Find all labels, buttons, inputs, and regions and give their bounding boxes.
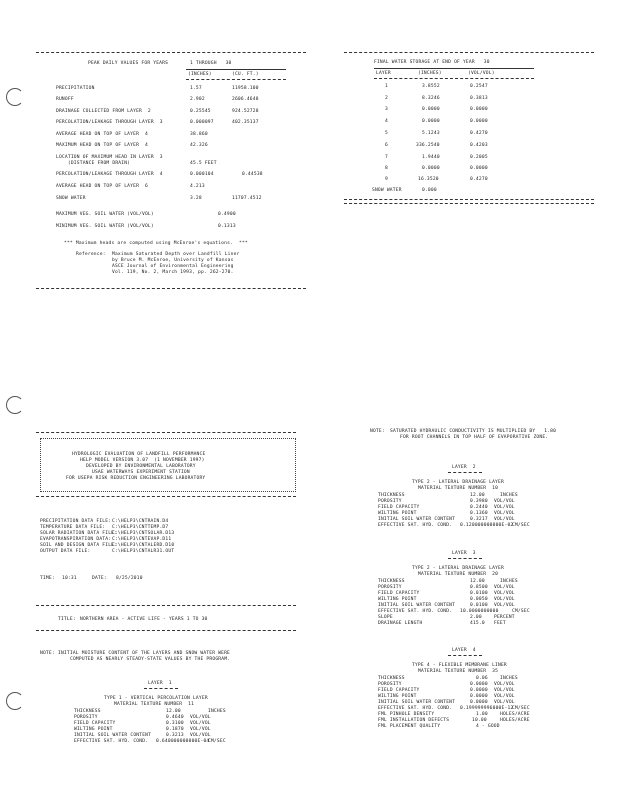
divider <box>448 472 482 473</box>
prop-value: 0.3980 <box>470 499 488 504</box>
row-value-inches: 38.860 <box>190 132 208 137</box>
layer-number: 3 <box>385 107 388 112</box>
file-path: C:\HELP3\CNTSOLAR.D13 <box>112 531 175 536</box>
prop-value: 0.0100 <box>470 591 488 596</box>
prop-unit: VOL/VOL <box>494 499 515 504</box>
layer-material: MATERIAL TEXTURE NUMBER 35 <box>418 669 499 674</box>
layer-material: MATERIAL TEXTURE NUMBER 11 <box>114 702 195 707</box>
row-value-cuft: 924.52728 <box>232 109 259 114</box>
box-line: HYDROLOGIC EVALUATION OF LANDFILL PERFORMANCE <box>72 452 206 457</box>
layer-inches: 0.0000 <box>422 107 440 112</box>
snow-water-label: SNOW WATER <box>372 188 402 193</box>
box-line: FOR USEPA RISK REDUCTION ENGINEERING LABORATORY <box>66 476 206 481</box>
prop-label: INITIAL SOIL WATER CONTENT <box>378 700 456 705</box>
layer-heading: LAYER 1 <box>148 681 172 686</box>
prop-value: 0.06 <box>476 676 488 681</box>
divider <box>186 79 286 80</box>
time-value: 10:31 <box>62 576 77 581</box>
prop-unit: CM/SEC <box>512 609 530 614</box>
column-header-volvol: (VOL/VOL) <box>468 71 495 76</box>
prop-unit: VOL/VOL <box>494 682 515 687</box>
prop-unit: VOL/VOL <box>494 688 515 693</box>
row-value-inches: 1.57 <box>190 86 202 91</box>
layer-inches: 336.2540 <box>416 143 440 148</box>
prop-value: 0.3213 <box>166 733 184 738</box>
run-title: NORTHERN AREA - ACTIVE LIFE - YEARS 1 TO 30 <box>80 617 208 622</box>
row-value-inches: 4.213 <box>190 184 205 189</box>
prop-value: 0.640000000000E-04 <box>156 739 210 744</box>
row-value-inches: 0.25545 <box>190 109 211 114</box>
row-value-cuft: 0.44538 <box>242 172 263 177</box>
prop-unit: VOL/VOL <box>494 700 515 705</box>
prop-label: THICKNESS <box>74 709 101 714</box>
layer-number: 8 <box>385 166 388 171</box>
row-value-inches: 42.326 <box>190 143 208 148</box>
layer-volvol: 0.3813 <box>470 96 488 101</box>
row-value-inches: 2.902 <box>190 97 205 102</box>
row-value-inches: 45.5 FEET <box>190 161 217 166</box>
prop-unit: VOL/VOL <box>494 511 515 516</box>
prop-value: 415.0 <box>470 621 485 626</box>
divider <box>344 203 594 204</box>
file-label: OUTPUT DATA FILE: <box>40 549 91 554</box>
row-label: DRAINAGE COLLECTED FROM LAYER 2 <box>56 109 151 114</box>
prop-unit: HOLES/ACRE <box>500 712 530 717</box>
layer-number: 7 <box>385 155 388 160</box>
layer-heading: LAYER 2 <box>452 465 476 470</box>
prop-unit: HOLES/ACRE <box>500 718 530 723</box>
layer-number: 2 <box>385 96 388 101</box>
prop-label: FIELD CAPACITY <box>378 591 420 596</box>
row-label: PERCOLATION/LEAKAGE THROUGH LAYER 4 <box>56 172 163 177</box>
prop-unit: VOL/VOL <box>494 603 515 608</box>
file-path: C:\HELP3\CNTALERD.D10 <box>112 543 175 548</box>
file-label: SOIL AND DESIGN DATA FILE: <box>40 543 118 548</box>
prop-value: 0.120000000000E-02 <box>460 523 514 528</box>
column-header-inches: (INCHES) <box>418 71 442 76</box>
layer-inches: 1.9440 <box>422 155 440 160</box>
layer-volvol: 0.4270 <box>470 131 488 136</box>
date-label: DATE: <box>92 576 107 581</box>
prop-label: FML INSTALLATION DEFECTS <box>378 718 450 723</box>
prop-unit: CM/SEC <box>208 739 226 744</box>
prop-label: DRAINAGE LENGTH <box>378 621 423 626</box>
prop-unit: INCHES <box>500 579 518 584</box>
divider <box>36 630 296 631</box>
box-line: DEVELOPED BY ENVIRONMENTAL LABORATORY <box>86 464 196 469</box>
prop-label: WILTING POINT <box>378 597 417 602</box>
row-label: LOCATION OF MAXIMUM HEAD IN LAYER 3 <box>56 155 163 160</box>
layer-heading: LAYER 3 <box>452 551 476 556</box>
layer-number: 4 <box>385 119 388 124</box>
section-title: FINAL WATER STORAGE AT END OF YEAR 30 <box>374 60 490 65</box>
prop-label: INITIAL SOIL WATER CONTENT <box>74 733 152 738</box>
column-header-layer: LAYER <box>376 71 391 76</box>
layer-type: TYPE 1 - VERTICAL PERCOLATION LAYER <box>104 696 208 701</box>
prop-label: EFFECTIVE SAT. HYD. COND. <box>378 609 453 614</box>
row-value-cuft: 402.35137 <box>232 120 259 125</box>
prop-value: 0.8500 <box>470 585 488 590</box>
file-label: SOLAR RADIATION DATA FILE: <box>40 531 118 536</box>
max-veg-label: MAXIMUM VEG. SOIL WATER (VOL/VOL) <box>56 212 154 217</box>
max-veg-value: 0.4900 <box>218 212 236 217</box>
layer-number: 5 <box>385 131 388 136</box>
prop-unit: INCHES <box>500 676 518 681</box>
layer-material: MATERIAL TEXTURE NUMBER 20 <box>418 572 499 577</box>
punch-hole-icon <box>6 692 24 710</box>
row-label: MAXIMUM HEAD ON TOP OF LAYER 4 <box>56 143 148 148</box>
layer-inches: 16.3520 <box>418 177 439 182</box>
reference-line: by Bruce M. McEnroe, University of Kansas <box>112 258 234 263</box>
divider <box>374 78 534 79</box>
prop-label: POROSITY <box>378 499 402 504</box>
divider <box>448 655 482 656</box>
note-label: NOTE: <box>370 429 385 434</box>
note-line: COMPUTED AS NEARLY STEADY-STATE VALUES BY THE PROGRAM. <box>70 657 231 662</box>
layer-volvol: 0.2005 <box>470 155 488 160</box>
prop-value: 12.00 <box>166 709 181 714</box>
prop-unit: FEET <box>494 621 506 626</box>
prop-label: FIELD CAPACITY <box>378 505 420 510</box>
prop-label: INITIAL SOIL WATER CONTENT <box>378 603 456 608</box>
divider <box>344 52 594 53</box>
prop-label: POROSITY <box>74 715 98 720</box>
reference-line: Maximum Saturated Depth over Landfill Liner <box>112 252 240 257</box>
row-label: RUNOFF <box>56 97 74 102</box>
prop-label: EFFECTIVE SAT. HYD. COND. <box>378 523 453 528</box>
prop-value: 2.00 <box>470 615 482 620</box>
divider <box>36 432 296 433</box>
prop-unit: CM/SEC <box>512 523 530 528</box>
layer-volvol: 0.4270 <box>470 177 488 182</box>
layer-number: 9 <box>385 177 388 182</box>
prop-unit: PERCENT <box>494 615 515 620</box>
prop-value: 0.2440 <box>470 505 488 510</box>
divider <box>36 605 296 606</box>
min-veg-value: 0.1313 <box>218 224 236 229</box>
box-line: USAE WATERWAYS EXPERIMENT STATION <box>92 470 190 475</box>
note-label: NOTE: <box>40 651 55 656</box>
prop-value: 1.00 <box>476 712 488 717</box>
layer-type: TYPE 4 - FLEXIBLE MEMBRANE LINER <box>412 663 507 668</box>
prop-label: FIELD CAPACITY <box>378 688 420 693</box>
file-path: C:\HELP3\CNTEVAP.D11 <box>112 537 172 542</box>
divider <box>144 688 178 689</box>
divider <box>186 69 286 70</box>
prop-unit: VOL/VOL <box>190 727 211 732</box>
row-label: AVERAGE HEAD ON TOP OF LAYER 6 <box>56 184 148 189</box>
prop-value: 4 - GOOD <box>476 724 500 729</box>
prop-label: WILTING POINT <box>74 727 113 732</box>
year-range: 1 THROUGH 30 <box>190 61 232 66</box>
prop-unit: INCHES <box>500 493 518 498</box>
file-path: C:\HELP3\CNTRAIN.D4 <box>112 519 169 524</box>
snow-water-value: 0.000 <box>422 188 437 193</box>
prop-label: EFFECTIVE SAT. HYD. COND. <box>74 739 149 744</box>
prop-value: 0.3217 <box>470 517 488 522</box>
prop-value: 0.0100 <box>470 603 488 608</box>
file-label: EVAPOTRANSPIRATION DATA: <box>40 537 112 542</box>
prop-value: 10.00 <box>472 718 487 723</box>
column-header-cuft: (CU. FT.) <box>232 72 259 77</box>
prop-unit: CM/SEC <box>512 706 530 711</box>
section-title: PEAK DAILY VALUES FOR YEARS <box>88 61 169 66</box>
layer-inches: 0.0000 <box>422 119 440 124</box>
column-header-inches: (INCHES) <box>188 72 212 77</box>
time-label: TIME: <box>40 576 55 581</box>
prop-value: 10.0000000000 <box>460 609 499 614</box>
note-line: INITIAL MOISTURE CONTENT OF THE LAYERS AND SNOW WATER WERE <box>58 651 231 656</box>
prop-unit: VOL/VOL <box>494 505 515 510</box>
row-label: PRECIPITATION <box>56 86 95 91</box>
box-line: HELP MODEL VERSION 3.07 (1 NOVEMBER 1997) <box>80 458 205 463</box>
prop-value: 0.0050 <box>470 597 488 602</box>
prop-label: FIELD CAPACITY <box>74 721 116 726</box>
divider <box>374 68 534 69</box>
layer-inches: 3.8552 <box>422 84 440 89</box>
min-veg-label: MINIMUM VEG. SOIL WATER (VOL/VOL) <box>56 224 154 229</box>
reference-label: Reference: <box>76 252 106 257</box>
note-line: FOR ROOT CHANNELS IN TOP HALF OF EVAPORATIVE ZONE. <box>400 435 549 440</box>
layer-volvol: 0.0000 <box>470 166 488 171</box>
layer-volvol: 0.4203 <box>470 143 488 148</box>
title-label: TITLE: <box>58 617 76 622</box>
prop-unit: VOL/VOL <box>190 733 211 738</box>
file-label: TEMPERATURE DATA FILE: <box>40 525 106 530</box>
row-label: SNOW WATER <box>56 196 86 201</box>
row-label: PERCOLATION/LEAKAGE THROUGH LAYER 3 <box>56 120 163 125</box>
punch-hole-icon <box>6 88 24 106</box>
prop-value: 12.00 <box>470 493 485 498</box>
row-value-inches: 0.000097 <box>190 120 214 125</box>
row-label: (DISTANCE FROM DRAIN) <box>56 161 131 166</box>
note-line: SATURATED HYDRAULIC CONDUCTIVITY IS MULTIPLIED BY 1.80 <box>390 429 557 434</box>
prop-label: POROSITY <box>378 682 402 687</box>
file-path: C:\HELP3\CNTALR31.OUT <box>112 549 175 554</box>
prop-label: WILTING POINT <box>378 511 417 516</box>
prop-label: WILTING POINT <box>378 694 417 699</box>
prop-unit: VOL/VOL <box>190 715 211 720</box>
layer-number: 6 <box>385 143 388 148</box>
row-label: AVERAGE HEAD ON TOP OF LAYER 4 <box>56 132 148 137</box>
prop-value: 0.0000 <box>470 700 488 705</box>
prop-value: 0.0000 <box>470 694 488 699</box>
prop-value: 0.3100 <box>166 721 184 726</box>
divider <box>36 496 296 497</box>
reference-line: ASCE Journal of Environmental Engineering <box>112 264 234 269</box>
prop-unit: VOL/VOL <box>494 591 515 596</box>
file-label: PRECIPITATION DATA FILE: <box>40 519 112 524</box>
layer-number: 1 <box>385 84 388 89</box>
divider <box>344 199 594 200</box>
layer-volvol: 0.2547 <box>470 84 488 89</box>
layer-inches: 5.1243 <box>422 131 440 136</box>
divider <box>36 288 306 289</box>
prop-value: 0.1360 <box>470 511 488 516</box>
prop-label: EFFECTIVE SAT. HYD. COND. <box>378 706 453 711</box>
layer-inches: 8.3246 <box>422 96 440 101</box>
layer-heading: LAYER 4 <box>452 648 476 653</box>
row-value-inches: 3.28 <box>190 196 202 201</box>
prop-unit: VOL/VOL <box>494 517 515 522</box>
prop-label: INITIAL SOIL WATER CONTENT <box>378 517 456 522</box>
punch-hole-icon <box>6 396 24 414</box>
divider <box>36 52 306 53</box>
prop-unit: VOL/VOL <box>494 585 515 590</box>
prop-unit: VOL/VOL <box>494 694 515 699</box>
prop-label: THICKNESS <box>378 579 405 584</box>
prop-label: POROSITY <box>378 585 402 590</box>
prop-value: 0.4640 <box>166 715 184 720</box>
date-value: 8/25/2010 <box>116 576 143 581</box>
divider <box>448 558 482 559</box>
prop-value: 0.0000 <box>470 688 488 693</box>
layer-type: TYPE 2 - LATERAL DRAINAGE LAYER <box>412 480 504 485</box>
prop-value: 12.00 <box>470 579 485 584</box>
mcenroe-note: *** Maximum heads are computed using McEnroe's equations. *** <box>64 241 248 246</box>
reference-line: Vol. 119, No. 2, March 1993, pp. 262-270. <box>112 270 234 275</box>
prop-value: 0.1870 <box>166 727 184 732</box>
layer-volvol: 0.0000 <box>470 107 488 112</box>
row-value-cuft: 11958.100 <box>232 86 259 91</box>
prop-label: THICKNESS <box>378 493 405 498</box>
row-value-inches: 0.000104 <box>190 172 214 177</box>
layer-volvol: 0.0000 <box>470 119 488 124</box>
prop-unit: INCHES <box>208 709 226 714</box>
layer-material: MATERIAL TEXTURE NUMBER 10 <box>418 486 499 491</box>
prop-label: FML PINHOLE DENSITY <box>378 712 435 717</box>
prop-unit: VOL/VOL <box>494 597 515 602</box>
layer-type: TYPE 2 - LATERAL DRAINAGE LAYER <box>412 566 504 571</box>
prop-label: SLOPE <box>378 615 393 620</box>
prop-label: FML PLACEMENT QUALITY <box>378 724 441 729</box>
prop-value: 0.0000 <box>470 682 488 687</box>
row-value-cuft: 2606.4648 <box>232 97 259 102</box>
prop-label: THICKNESS <box>378 676 405 681</box>
file-path: C:\HELP3\CNTTEMP.D7 <box>112 525 169 530</box>
row-value-cuft: 11707.4512 <box>232 196 262 201</box>
layer-inches: 0.0000 <box>422 166 440 171</box>
prop-unit: VOL/VOL <box>190 721 211 726</box>
prop-value: 0.199999996000E-12 <box>460 706 514 711</box>
